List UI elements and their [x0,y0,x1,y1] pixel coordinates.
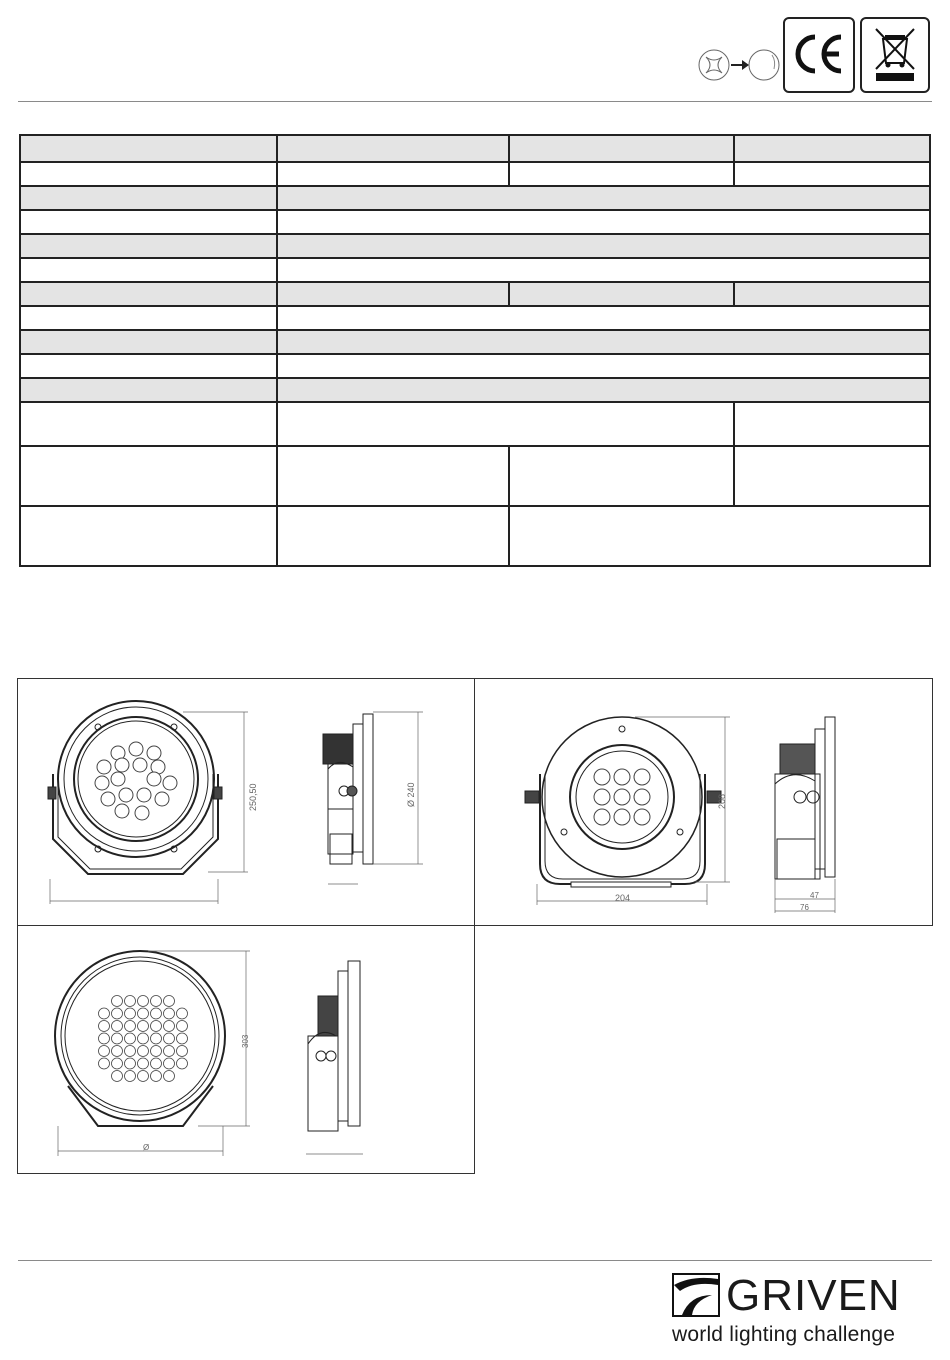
led-circle [112,1021,123,1032]
led-circle [151,996,162,1007]
led-circle [151,1033,162,1044]
drawing-panel-3 [17,925,475,1174]
spec-table [0,0,950,580]
led-circle [125,1033,136,1044]
table-rule [19,281,931,283]
led-circle [164,1046,175,1057]
led-circle [164,1058,175,1069]
table-row [19,402,931,446]
table-row [19,506,931,566]
led-circle [177,1021,188,1032]
led-circle [125,1058,136,1069]
led-circle [164,1021,175,1032]
height-dimension: 250,50 [248,783,258,811]
table-row [19,134,931,162]
table-rule [19,505,931,507]
led-circle [112,1046,123,1057]
width-dimension: Ø [143,1143,150,1152]
led-circle [99,1008,110,1019]
table-rule [19,445,931,447]
led-circle [99,1058,110,1069]
griven-logo-icon [672,1273,720,1317]
led-circle [151,1008,162,1019]
height-dimension: 303 [241,1034,250,1048]
led-circle [138,1033,149,1044]
diameter-dimension: Ø 240 [406,782,416,807]
led-circle [125,1008,136,1019]
table-row [19,446,931,506]
led-circle [112,1058,123,1069]
table-row [19,354,931,378]
led-circle [151,1071,162,1082]
table-row [19,282,931,306]
table-rule [733,402,735,446]
led-circle [112,1033,123,1044]
table-rule [508,282,510,306]
table-row [19,186,931,210]
table-row [19,378,931,402]
led-circle [99,1033,110,1044]
table-rule [19,401,931,403]
led-circle [164,1008,175,1019]
table-rule [19,185,931,187]
drawing-panel-1 [17,678,475,926]
table-rule [19,329,931,331]
table-rule [19,233,931,235]
table-rule [19,257,931,259]
table-row [19,162,931,186]
table-rule [19,565,931,567]
table-rule [508,446,510,506]
table-row [19,306,931,330]
table-row [19,210,931,234]
led-circle [164,1033,175,1044]
led-circle [177,1058,188,1069]
led-circle [138,1071,149,1082]
led-circle [112,1071,123,1082]
luminaire-drawing-2 [475,679,932,925]
led-circle [138,996,149,1007]
led-circle [112,1008,123,1019]
table-rule [733,446,735,506]
luminaire-drawing-3 [18,926,474,1173]
table-rule [276,134,278,567]
led-circle [177,1008,188,1019]
led-circle [177,1046,188,1057]
table-rule [19,134,21,567]
height-dimension: 208 [717,793,727,809]
table-rule [733,282,735,306]
table-rule [929,134,931,567]
led-grid [99,996,188,1082]
drawing-panel-2 [474,678,933,926]
led-circle [138,1008,149,1019]
led-circle [151,1021,162,1032]
led-circle [177,1033,188,1044]
brand-tagline: world lighting challenge [672,1323,896,1346]
led-circle [125,1046,136,1057]
table-row [19,330,931,354]
table-rule [733,134,735,186]
depth-small-dimension: 47 [810,891,819,900]
led-circle [112,996,123,1007]
led-circle [138,1058,149,1069]
table-rule [19,209,931,211]
brand-name: GRIVEN [726,1271,901,1320]
led-circle [164,1071,175,1082]
led-circle [164,996,175,1007]
table-rule [19,134,931,136]
footer-rule [18,1260,932,1261]
led-circle [151,1058,162,1069]
led-circle [99,1021,110,1032]
table-rule [508,506,510,566]
table-rule [19,377,931,379]
table-row [19,258,931,282]
table-rule [19,305,931,307]
led-circle [125,1021,136,1032]
depth-large-dimension: 76 [800,903,809,912]
led-circle [125,1071,136,1082]
table-row [19,234,931,258]
table-rule [19,161,931,163]
led-circle [125,996,136,1007]
led-circle [138,1046,149,1057]
table-rule [19,353,931,355]
led-circle [138,1021,149,1032]
led-circle [151,1046,162,1057]
led-circle [99,1046,110,1057]
table-rule [508,134,510,186]
width-dimension: 204 [615,893,631,903]
luminaire-drawing-1 [18,679,474,925]
